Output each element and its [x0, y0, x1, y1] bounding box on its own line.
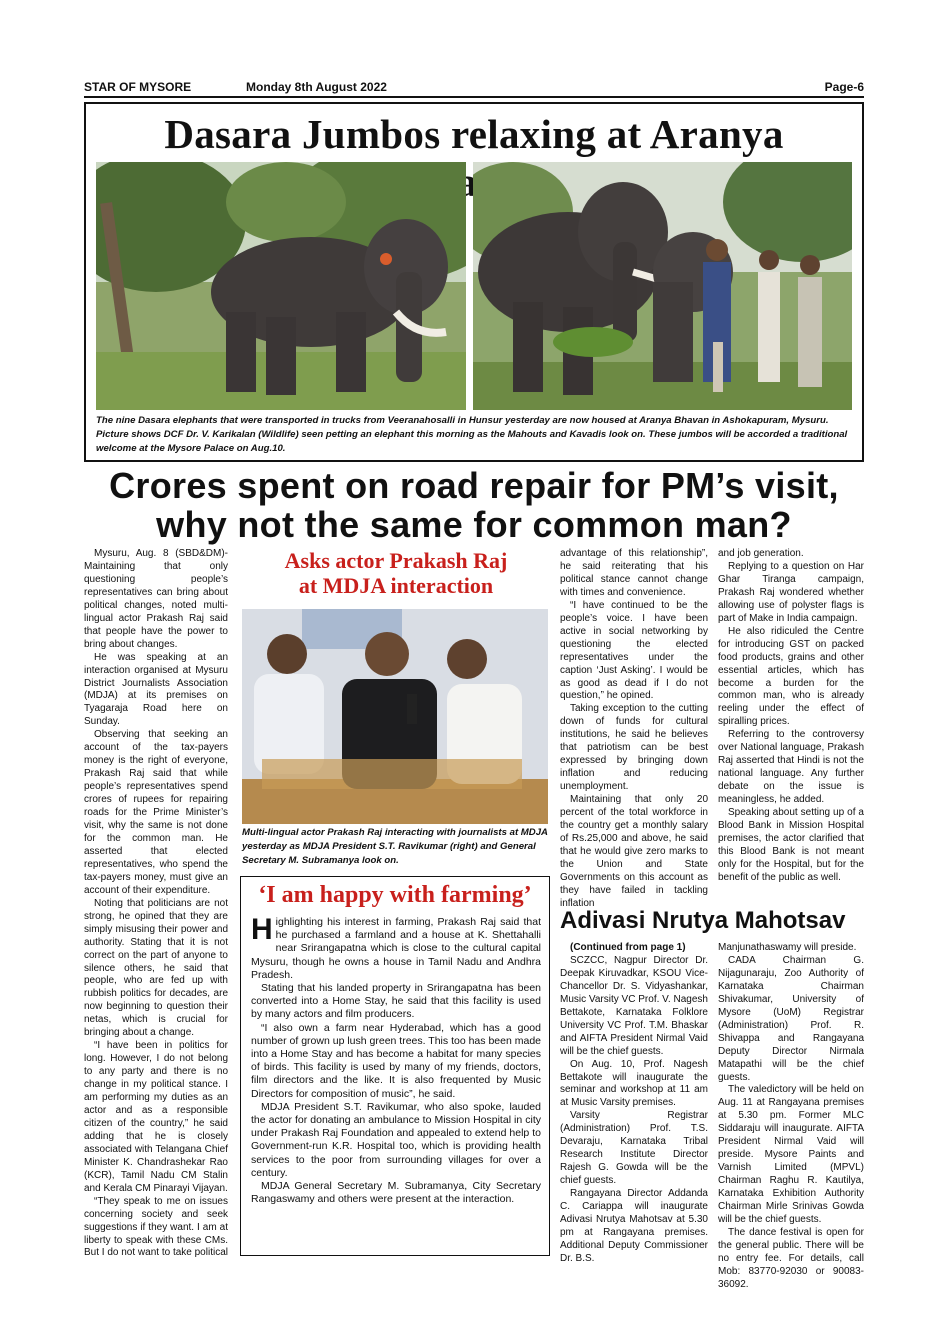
photo-feature-caption: The nine Dasara elephants that were transported in trucks from Veeranahosalli in Hunsur yesterday are now housed at Aranya Bhavan in Ashokapuram, Mysuru. Picture shows DCF Dr. V. Karikalan (Wildlife) seen petting an elephant this morning as the Mahouts and Kavadis look on. These jumbos will be accorded a traditional welcome at the Mysore Palace on Aug.10. — [96, 415, 848, 454]
paragraph: SCZCC, Nagpur Director Dr. Deepak Kiruvadkar, KSOU Vice-Chancellor Dr. S. Vidyashankar, Music Varsity VC Prof. V. Nagesh Bettakote, Karnataka Folklore University VC Prof. T.M. Bhaskar and AIFTA President Nirmal Vaid will be the chief guests. — [560, 954, 708, 1057]
subhead-line-2: at MDJA interaction — [298, 573, 494, 598]
paragraph: Taking exception to the cutting down of funds for cultural institutions, he said he believes that patriotism can be best expressed by bringing down inflation and reducing unemployment. — [560, 703, 708, 793]
lead-story-column-4 — [718, 548, 864, 885]
continued-note: (Continued from page 1) — [570, 942, 686, 953]
publication-name: STAR OF MYSORE — [84, 80, 192, 94]
photo-feature-title: Dasara Jumbos relaxing at Aranya — [164, 111, 784, 157]
paragraph: “I also own a farm near Hyderabad, which has a good number of grown up lush green trees. This too has been made into a Home Stay and has become a habitat for many species of birds. This facility is used by many of my friends, doctors, film directors and the like. It is also frequented by Music Directors for composition of music”, he said. — [251, 1021, 541, 1100]
elephant-photo-right — [473, 162, 852, 410]
paragraph: He also ridiculed the Centre for introducing GST on packed food products, grains and other essential articles, which has become a burden for the common man, who is already reeling under the effect of spiralling prices. — [718, 625, 864, 728]
paragraph: Mysuru, Aug. 8 (SBD&DM)-Maintaining that only questioning people’s representatives can bring about political changes, noted multi-lingual actor Prakash Raj said that people have the power to bring about changes. — [84, 548, 228, 650]
adivasi-headline: Adivasi Nrutya Mahotsav — [560, 907, 846, 934]
paragraph: Observing that seeking an account of the tax-payers money is the right of everyone, Prakash Raj said that while people’s representatives spend crores of rupees for repairing roads for the Prime Minister’s visit, why the same is not done for the common man. He asserted that elected representatives, who spend the tax-payers money, must give an account of their expenditure. — [84, 729, 228, 896]
paragraph: The dance festival is open for the general public. There will be no entry fee. For details, call Mob: 83770-92030 or 90083-36092. — [718, 1226, 864, 1290]
elephant-photo-left — [96, 162, 466, 410]
paragraph: Stating that his landed property in Srirangapatna has been converted into a Home Stay, he said that this facility is used by many actors and film producers. — [251, 982, 541, 1021]
paragraph: Replying to a question on Har Ghar Tiranga campaign, Prakash Raj wondered whether allowing use of polyster flags is part of Make in India campaign. — [718, 560, 864, 624]
lead-subhead — [240, 548, 552, 598]
issue-date: Monday 8th August 2022 — [246, 80, 387, 94]
masthead-rule — [84, 96, 864, 98]
paragraph: and job generation. — [718, 548, 804, 559]
masthead — [84, 78, 864, 96]
paragraph: advantage of this relationship”, he said reiterating that his political stance cannot change with times and convenience. — [560, 548, 708, 598]
page-number: Page-6 — [824, 80, 864, 94]
paragraph: CADA Chairman G. Nijagunaraju, Zoo Authority of Karnataka Chairman Shivakumar, University of Mysore (UoM) Registrar (Administration) Prof. R. Shivappa and Rangayana Deputy Director Nirmala Matapathi will be the chief guests. — [718, 954, 864, 1083]
paragraph: Maintaining that only 20 percent of the total workforce in the country get a monthly salary of Rs.25,000 and above, he said that he would give zero marks to the Union and State Governments on this account as they have failed in tackling inflation — [560, 794, 708, 909]
paragraph: MDJA General Secretary M. Subramanya, City Secretary Rangaswamy and others were present at the interaction. — [251, 1180, 541, 1206]
paragraph: “They speak to me on issues concerning society and seek suggestions if they want. I am at liberty to speak with these CMs. But I do not want to take political — [84, 1195, 228, 1259]
paragraph: Rangayana Director Addanda C. Cariappa will inaugurate Adivasi Nrutya Mahotsav at 5.30 pm at Rangayana premises. Additional Deputy Commissioner Dr. B.S. — [560, 1188, 708, 1264]
paragraph: “I have continued to be the people’s voice. I have been active in social networking by questioning the elected representatives under the caption ‘Just Asking’. I would be as good as dead if I do not question,” he opined. — [560, 599, 708, 702]
farming-sidebar-title: ‘I am happy with farming’ — [258, 882, 532, 908]
subhead-line-1: Asks actor Prakash Raj — [284, 548, 508, 573]
interaction-photo — [242, 609, 548, 824]
paragraph: Speaking about setting up of a Blood Bank in Mission Hospital premises, the actor clarified that this Blood Bank is not meant only for the Hospital, but for the benefit of the public as well. — [718, 807, 864, 883]
interaction-photo-caption: Multi-lingual actor Prakash Raj interacting with journalists at MDJA yesterday as MDJA President S.T. Ravikumar (right) and General Secretary M. Subramanya look on. — [242, 827, 548, 866]
paragraph: The valedictory will be held on Aug. 11 at Rangayana premises at 5.30 pm. Former MLC Siddaraju will inaugurate. AIFTA President Nirmal Vaid will preside. Mysore Paints and Varnish Limited (MPVL) Chairman Raghu R. Kautilya, Karnataka Exhibition Authority Chairman Mirle Srinivas Gowda will be the chief guests. — [718, 1084, 864, 1226]
paragraph: On Aug. 10, Prof. Nagesh Bettakote will inaugurate the seminar and workshop at 11 am at Music Varsity premises. — [560, 1058, 708, 1109]
lead-story-column-1 — [84, 548, 228, 1260]
farming-sidebar-body — [251, 913, 541, 1206]
headline-line-1: Crores spent on road repair for PM’s visit, — [109, 465, 839, 506]
paragraph: Manjunathaswamy will preside. — [718, 942, 857, 953]
lead-headline — [84, 466, 864, 544]
paragraph: “I have been in politics for long. However, I do not belong to any party and there is no change in my political stance. I am performing my duties as an actor and as a responsible citizen of the country,” he said adding that he is closely associated with Telangana Chief Minister K. Chandrashekar Rao (KCR), Tamil Nadu CM Stalin and Kerala CM Pinarayi Vijayan. — [84, 1040, 228, 1194]
adivasi-column-1 — [560, 942, 708, 1266]
lead-story-column-3 — [560, 548, 708, 911]
drop-cap: H — [251, 913, 273, 946]
paragraph: MDJA President S.T. Ravikumar, who also spoke, lauded the actor for donating an ambulance to Mission Hospital in city under Prakash Raj Foundation and appealed to extend help to Government-run K.R. Hospital too, which is providing health services to the poor from surrounding villages for over a century. — [251, 1100, 541, 1179]
paragraph: Varsity Registrar (Administration) Prof. T.S. Devaraju, Karnataka Tribal Research Institute Director Rajesh G. Gowda will be the chief guests. — [560, 1110, 708, 1187]
headline-line-2: why not the same for common man? — [156, 504, 792, 545]
paragraph: ighlighting his interest in farming, Prakash Raj said that he purchased a farmland and a house at K. Shettahalli near Srirangapatna which is close to the cultural capital Mysuru, though he owns a house in Tamil Nadu and Andhra Pradesh. — [251, 916, 541, 981]
adivasi-column-2 — [718, 942, 864, 1292]
paragraph: Noting that politicians are not strong, he opined that they are simply misusing their power and authority. Stating that it is not correct on the part of anyone to silence others, he said that people, who are fed up with rubbish politics for decades, are now beginning to question their netas, which is crucial for bringing about a change. — [84, 897, 228, 1039]
paragraph: He was speaking at an interaction organised at Mysuru District Journalists Association (MDJA) at its premises on Tyagaraja Road here on Sunday. — [84, 651, 228, 728]
paragraph: Referring to the controversy over National language, Prakash Raj asserted that Hindi is not the national language. Any further debate on the issue is meaningless, he added. — [718, 729, 864, 806]
